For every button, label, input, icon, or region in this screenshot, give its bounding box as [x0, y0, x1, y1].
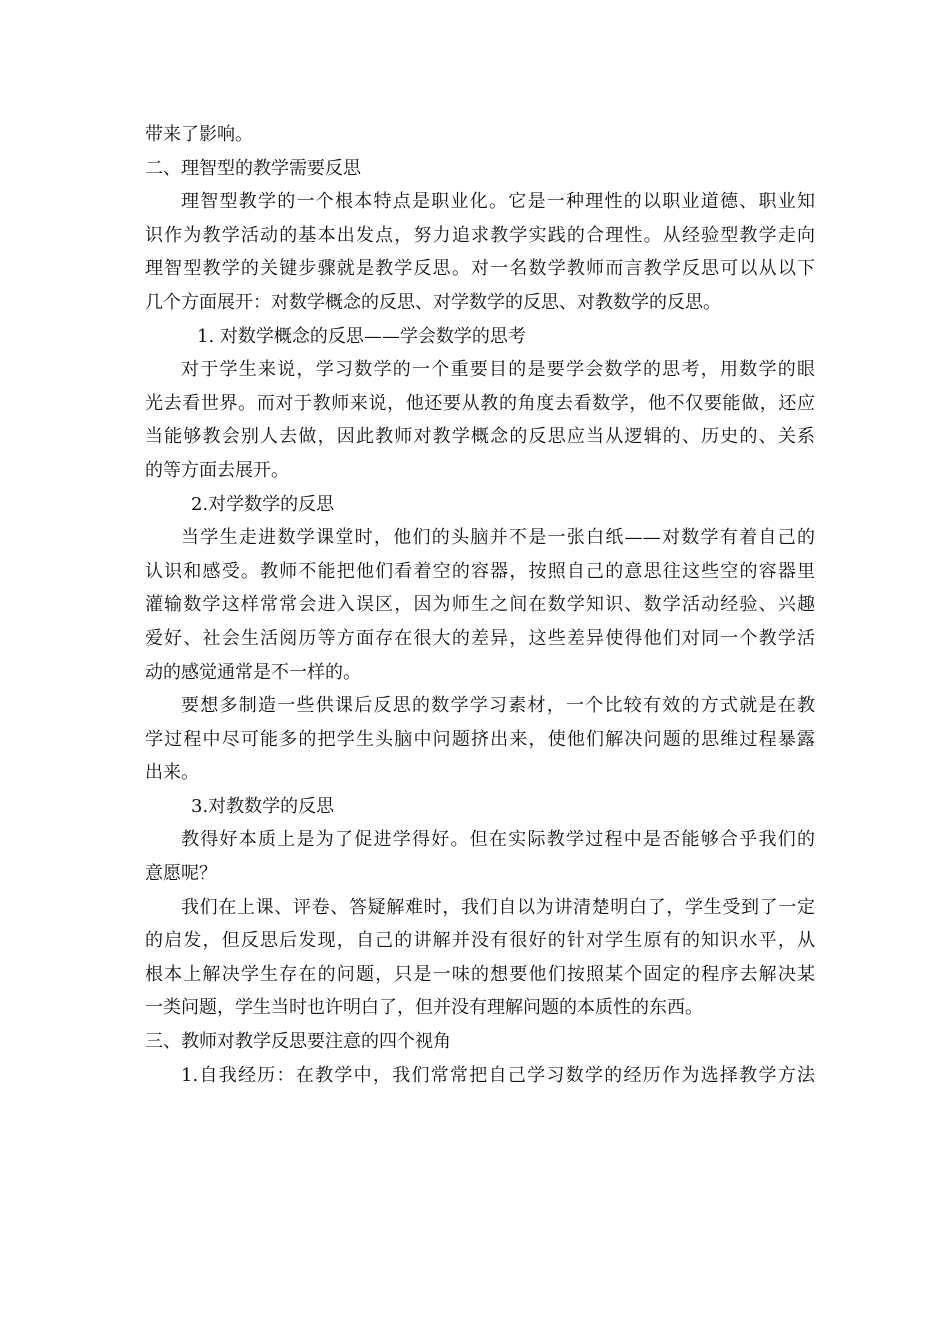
paragraph-line: 教得好本质上是为了促进学得好。但在实际教学过程中是否能够合乎我们的 [181, 829, 815, 851]
paragraph-line: 学过程中尽可能多的把学生头脑中问题挤出来，使他们解决问题的思维过程暴露 [145, 728, 815, 750]
section-heading-2: 二、理智型的教学需要反思 [145, 157, 361, 179]
paragraph-line: 爱好、社会生活阅历等方面存在很大的差异，这些差异使得他们对同一个教学活 [145, 627, 815, 649]
paragraph-line: 1.自我经历：在教学中，我们常常把自己学习数学的经历作为选择教学方法 [181, 1064, 815, 1086]
paragraph-line: 动的感觉通常是不一样的。 [145, 661, 361, 683]
paragraph-line: 几个方面展开：对数学概念的反思、对学数学的反思、对教数学的反思。 [145, 291, 721, 313]
paragraph-line: 根本上解决学生存在的问题，只是一味的想要他们按照某个固定的程序去解决某 [145, 963, 815, 985]
section-heading-3: 三、教师对教学反思要注意的四个视角 [145, 1031, 451, 1053]
paragraph-line: 当学生走进数学课堂时，他们的头脑并不是一张白纸——对数学有着自己的 [181, 527, 815, 549]
paragraph-line: 的等方面去展开。 [145, 459, 289, 481]
paragraph-line: 理智型教学的一个根本特点是职业化。它是一种理性的以职业道德、职业知 [181, 191, 815, 213]
paragraph-line: 识作为教学活动的基本出发点，努力追求教学实践的合理性。从经验型教学走向 [145, 224, 815, 246]
subsection-heading-3: 3.对教数学的反思 [191, 795, 335, 817]
paragraph-line: 灌输数学这样常常会进入误区，因为师生之间在数学知识、数学活动经验、兴趣 [145, 594, 815, 616]
paragraph-line: 我们在上课、评卷、答疑解难时，我们自以为讲清楚明白了，学生受到了一定 [181, 896, 815, 918]
paragraph-line: 出来。 [145, 762, 199, 784]
paragraph-continuation: 带来了影响。 [145, 124, 253, 145]
paragraph-line: 光去看世界。而对于教师来说，他还要从教的角度去看数学，他不仅要能做，还应 [145, 392, 815, 414]
paragraph-line: 意愿呢？ [145, 863, 217, 885]
subsection-heading-1: 1. 对数学概念的反思——学会数学的思考 [197, 325, 526, 347]
document-body [145, 118, 815, 1092]
paragraph-line: 认识和感受。教师不能把他们看着空的容器，按照自己的意思往这些空的容器里 [145, 560, 815, 582]
paragraph-line: 的启发，但反思后发现，自己的讲解并没有很好的针对学生原有的知识水平，从 [145, 930, 815, 952]
paragraph-line: 当能够教会别人去做，因此教师对教学概念的反思应当从逻辑的、历史的、关系 [145, 426, 815, 448]
paragraph-line: 理智型教学的关键步骤就是教学反思。对一名数学教师而言教学反思可以从以下 [145, 258, 815, 280]
paragraph-line: 要想多制造一些供课后反思的数学学习素材，一个比较有效的方式就是在教 [181, 695, 815, 717]
paragraph-line: 对于学生来说，学习数学的一个重要目的是要学会数学的思考，用数学的眼 [181, 359, 815, 381]
paragraph-line: 一类问题，学生当时也许明白了，但并没有理解问题的本质性的东西。 [145, 997, 703, 1019]
subsection-heading-2: 2.对学数学的反思 [191, 493, 335, 515]
